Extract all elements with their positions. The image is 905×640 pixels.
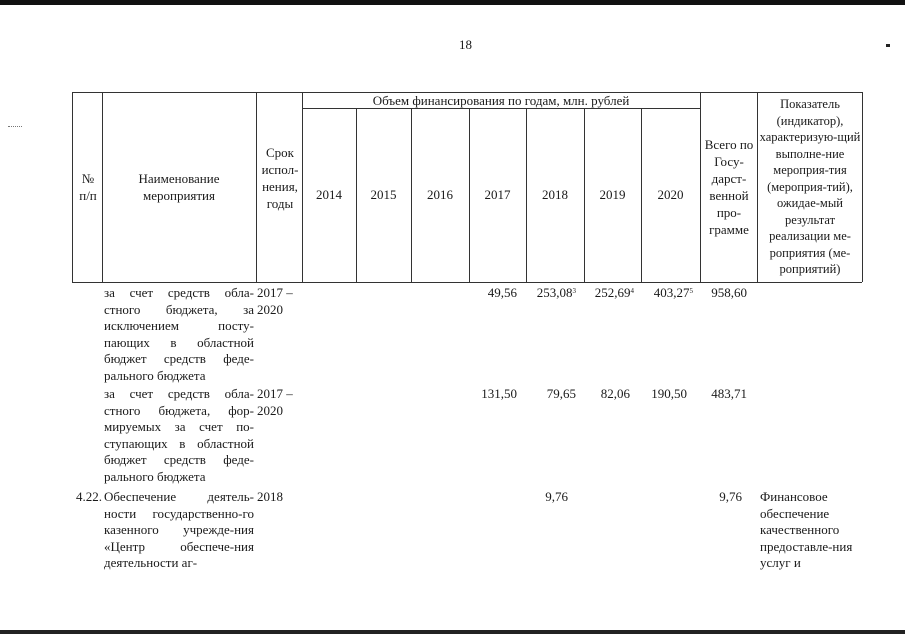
row-indicator: Финансовое обеспечение качественного предоставле-ния услуг и bbox=[760, 489, 853, 571]
row-value-2019: 82,06 bbox=[600, 386, 630, 401]
page-number: 18 bbox=[459, 37, 472, 52]
row-total: 958,60 bbox=[711, 285, 747, 300]
row-name: за счет средств обла-стного бюджета, фор-мируемых за счет по-ступающих в областной бюджет средств феде-рального бюджета bbox=[104, 386, 254, 484]
row-value-2019: 252,69$^4$ bbox=[594, 285, 634, 300]
header-year-2015: 2015 bbox=[370, 187, 397, 202]
scan-edge-bottom bbox=[0, 630, 905, 634]
row-value-2020: 403,27$^5$ bbox=[653, 285, 693, 300]
row-name: Обеспечение деятель-ности государственно-го казенного учрежде-ния «Центр обеспече-ния деятельности аг- bbox=[104, 489, 254, 571]
row-name: за счет средств обла-стного бюджета, за исключением посту-пающих в областной бюджет средств феде-рального бюджета bbox=[104, 285, 254, 383]
header-year-2014: 2014 bbox=[316, 187, 342, 202]
row-value-2020: 190,50 bbox=[651, 386, 687, 401]
header-indicator: Показатель (индикатор), характеризую-щий выполне-ние мероприя-тия (мероприя-тий), ожидае-мый результат реализации ме-роприятия (ме-роприятий) bbox=[759, 97, 861, 276]
scan-speck bbox=[886, 44, 890, 47]
scan-edge-top bbox=[0, 0, 905, 5]
header-year-2016: 2016 bbox=[427, 187, 453, 202]
header-num: № п/п bbox=[79, 171, 97, 203]
row-value-2018: 9,76 bbox=[545, 489, 568, 504]
header-term: Срок испол-нения, годы bbox=[261, 145, 299, 211]
header-year-2019: 2019 bbox=[599, 187, 626, 202]
footnote-mark: 5 bbox=[689, 287, 693, 295]
row-value-2017: 49,56 bbox=[487, 285, 517, 300]
row-total: 9,76 bbox=[719, 489, 742, 504]
row-value-2018: 253,08$^3$ bbox=[536, 285, 576, 300]
header-financing: Объем финансирования по годам, млн. рублей bbox=[372, 93, 630, 108]
row-term: 2018 bbox=[257, 489, 283, 504]
header-total: Всего по Госу-дарст-венной про-грамме bbox=[704, 137, 754, 237]
header-year-2020: 2020 bbox=[657, 187, 684, 202]
footnote-mark: 4 bbox=[630, 287, 634, 295]
footnote-mark: 3 bbox=[572, 287, 576, 295]
row-term: 2017 – 2020 bbox=[257, 285, 293, 317]
header-year-2017: 2017 bbox=[484, 187, 511, 202]
row-total: 483,71 bbox=[711, 386, 747, 401]
row-value-2017: 131,50 bbox=[481, 386, 517, 401]
row-num: 4.22. bbox=[76, 489, 102, 504]
header-name: Наименование мероприятия bbox=[138, 171, 220, 203]
row-value-2018: 79,65 bbox=[546, 386, 576, 401]
row-term: 2017 – 2020 bbox=[257, 386, 293, 418]
scan-smudge bbox=[8, 126, 22, 130]
header-year-2018: 2018 bbox=[542, 187, 568, 202]
